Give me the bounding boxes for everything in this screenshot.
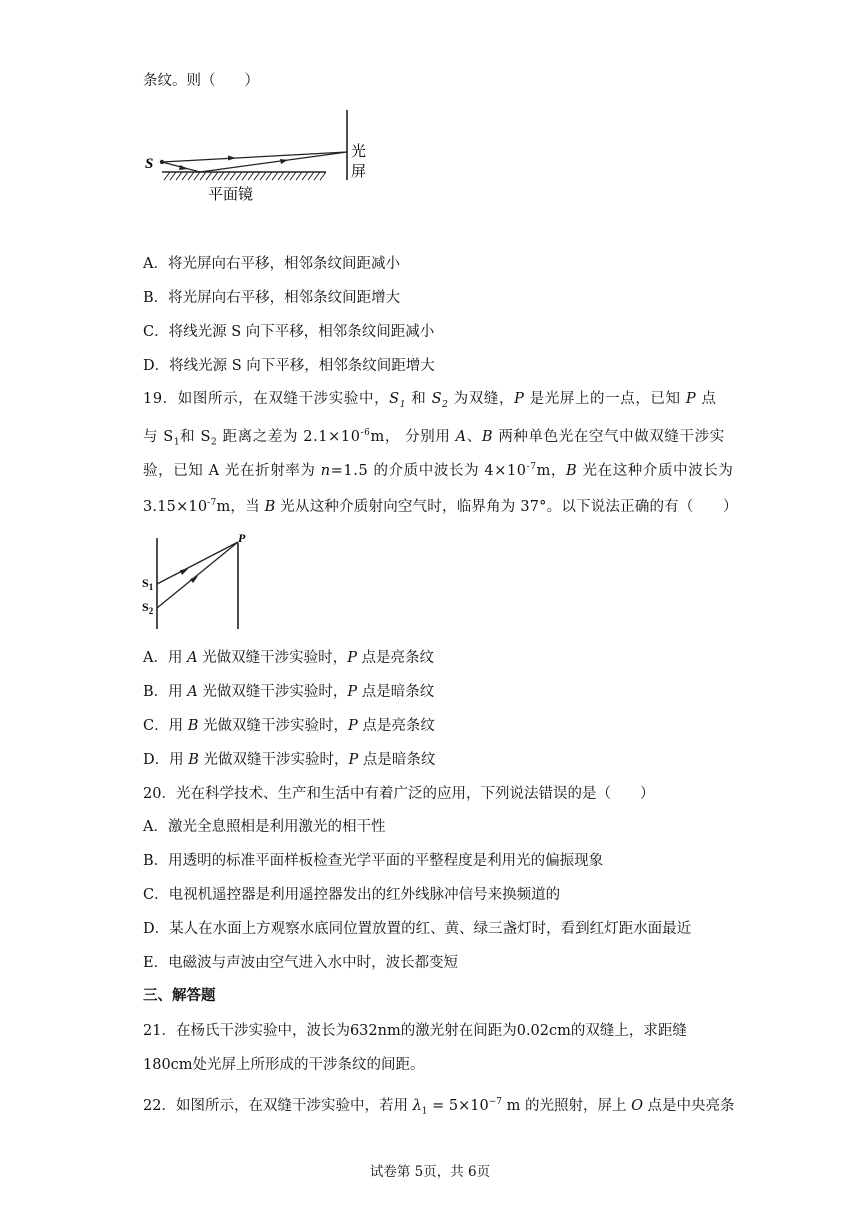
q18-option-b: B．将光屏向右平移，相邻条纹间距增大 <box>143 290 401 306</box>
figure-double-slit <box>140 533 260 633</box>
q20-option-c: C．电视机遥控器是利用遥控器发出的红外线脉冲信号来换频道的 <box>143 887 561 903</box>
q19-line-4: $3.15\times 10^{-7}m$，当 B 光从这种介质射向空气时，临界角为 37°。以下说法正确的有（ ） <box>143 498 738 515</box>
q20-option-d: D．某人在水面上方观察水底同位置放置的红、黄、绿三盏灯时，看到红灯距水面最近 <box>143 921 692 937</box>
q18-option-a: A．将光屏向右平移，相邻条纹间距减小 <box>143 256 400 272</box>
q21-line-2: 180cm处光屏上所形成的干涉条纹的间距。 <box>143 1057 425 1073</box>
q20-option-b: B．用透明的标准平面样板检查光学平面的平整程度是利用光的偏振现象 <box>143 853 604 869</box>
q20-stem: 20．光在科学技术、生产和生活中有着广泛的应用，下列说法错误的是（ ） <box>143 786 655 802</box>
q19-option-a: A．用 A 光做双缝干涉实验时，P 点是亮条纹 <box>143 650 435 666</box>
section-heading: 三、解答题 <box>143 987 216 1004</box>
q20-option-a: A．激光全息照相是利用激光的相干性 <box>143 819 386 835</box>
q19-line-1: 19．如图所示，在双缝干涉实验中，$S_1$ 和 $S_2$ 为双缝，P 是光屏上的一点，已知 P 点 <box>143 391 717 410</box>
q18-option-c: C．将线光源 S 向下平移，相邻条纹间距减小 <box>143 324 435 340</box>
mirror-label: 平面镜 <box>208 185 254 203</box>
q18-tail: 条纹。则（ ） <box>143 73 259 89</box>
q19-option-d: D．用 B 光做双缝干涉实验时，P 点是暗条纹 <box>143 752 436 768</box>
q19-line-2: 与 $S_1$和 $S_2$ 距离之差为 $2.1\times 10^{-6}m$， 分别用 A、B 两种单色光在空气中做双缝干涉实 <box>143 428 725 448</box>
slit-s2-label: $S_2$ <box>142 600 154 616</box>
q18-option-d: D．将线光源 S 向下平移，相邻条纹间距增大 <box>143 358 435 374</box>
q19-option-b: B．用 A 光做双缝干涉实验时，P 点是暗条纹 <box>143 684 435 700</box>
q20-option-e: E．电磁波与声波由空气进入水中时，波长都变短 <box>143 955 459 971</box>
screen-label-bottom: 屏 <box>351 162 367 180</box>
figure-mirror-screen <box>140 108 380 208</box>
slit-s1-label: $S_1$ <box>142 576 154 592</box>
q21-line-1: 21．在杨氏干涉实验中，波长为632nm的激光射在间距为0.02cm的双缝上，求距缝 <box>143 1023 687 1039</box>
source-label: S <box>145 156 154 172</box>
screen-label-top: 光 <box>351 142 367 160</box>
page-footer: 试卷第 5页，共 6页 <box>369 1164 491 1180</box>
q19-option-c: C．用 B 光做双缝干涉实验时，P 点是亮条纹 <box>143 718 435 734</box>
point-p-label: P <box>238 533 246 545</box>
q19-line-3: 验，已知 A 光在折射率为 n=1.5 的介质中波长为 $4\times 10^{-7}m$，B 光在这种介质中波长为 <box>143 462 734 479</box>
q22-line-1: 22．如图所示，在双缝干涉实验中，若用 $\lambda_1 = 5\times 10^{-7}$ m 的光照射，屏上 O 点是中央亮条 <box>143 1097 735 1117</box>
